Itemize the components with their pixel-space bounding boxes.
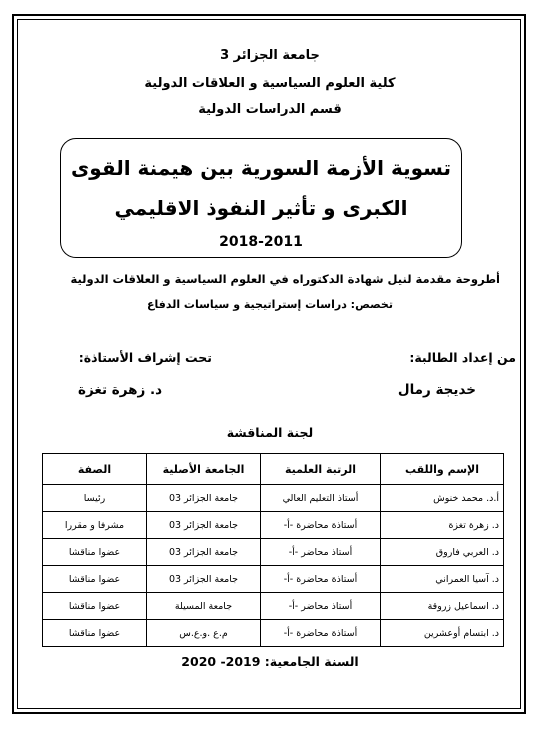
member-name: أ.د. محمد خنوش [381, 485, 504, 512]
committee-header-row [43, 454, 504, 485]
table-row [43, 485, 504, 512]
table-row [43, 512, 504, 539]
member-university: جامعة الجزائر 03 [147, 485, 261, 512]
member-role: عضوا مناقشا [43, 620, 147, 647]
member-role: رئيسا [43, 485, 147, 512]
academic-year: السنة الجامعية: 2019- 2020 [181, 654, 359, 669]
member-name: د. ابتسام أوعشرين [381, 620, 504, 647]
member-university: م.ع .و.ع.س [147, 620, 261, 647]
header-rank: الرتبة العلمية [261, 454, 381, 485]
member-role: عضوا مناقشا [43, 566, 147, 593]
supervisor-label: تحت إشراف الأستاذة: [78, 350, 212, 365]
member-university: جامعة الجزائر 03 [147, 512, 261, 539]
member-name: د. آسيا العمراني [381, 566, 504, 593]
table-row [43, 566, 504, 593]
member-university: جامعة الجزائر 03 [147, 566, 261, 593]
member-name: د. العربي فاروق [381, 539, 504, 566]
member-role: عضوا مناقشا [43, 593, 147, 620]
header-university: الجامعة الأصلية [147, 454, 261, 485]
thesis-title-line1: تسوية الأزمة السورية بين هيمنة القوى [70, 156, 452, 180]
member-role: عضوا مناقشا [43, 539, 147, 566]
committee-table [42, 453, 504, 647]
committee-title: لجنة المناقشة [226, 425, 314, 440]
table-row [43, 593, 504, 620]
member-rank: أستاذة محاضرة -أ- [261, 566, 381, 593]
member-name: د. زهرة تغزة [381, 512, 504, 539]
thesis-years: 2018-2011 [219, 234, 303, 250]
member-rank: أستاذ محاضر -أ- [261, 593, 381, 620]
member-rank: أستاذ التعليم العالي [261, 485, 381, 512]
department-name: قسم الدراسات الدولية [198, 102, 342, 117]
table-row [43, 539, 504, 566]
thesis-specialization: تخصص: دراسات إستراتيجية و سياسات الدفاع [147, 298, 393, 311]
member-role: مشرفا و مقررا [43, 512, 147, 539]
student-name: خديجة رمال [397, 382, 476, 398]
member-university: جامعة المسيلة [147, 593, 261, 620]
faculty-name: كلية العلوم السياسية و العلاقات الدولية [144, 76, 396, 91]
member-rank: أستاذ محاضر -أ- [261, 539, 381, 566]
supervisor-name: د. زهرة تغزة [77, 382, 162, 398]
thesis-title-line2: الكبرى و تأثير النفوذ الاقليمي [114, 196, 408, 220]
header-name: الإسم واللقب [381, 454, 504, 485]
student-label: من إعداد الطالبة: [409, 350, 516, 365]
thesis-description: أطروحة مقدمة لنيل شهادة الدكتوراه في العلوم السياسية و العلاقات الدولية [70, 272, 500, 286]
member-university: جامعة الجزائر 03 [147, 539, 261, 566]
member-rank: أستاذة محاضرة -أ- [261, 620, 381, 647]
university-name: جامعة الجزائر 3 [220, 48, 320, 63]
header-role: الصفة [43, 454, 147, 485]
member-rank: أستاذة محاضرة -أ- [261, 512, 381, 539]
member-name: د. اسماعيل زروقة [381, 593, 504, 620]
table-row [43, 620, 504, 647]
